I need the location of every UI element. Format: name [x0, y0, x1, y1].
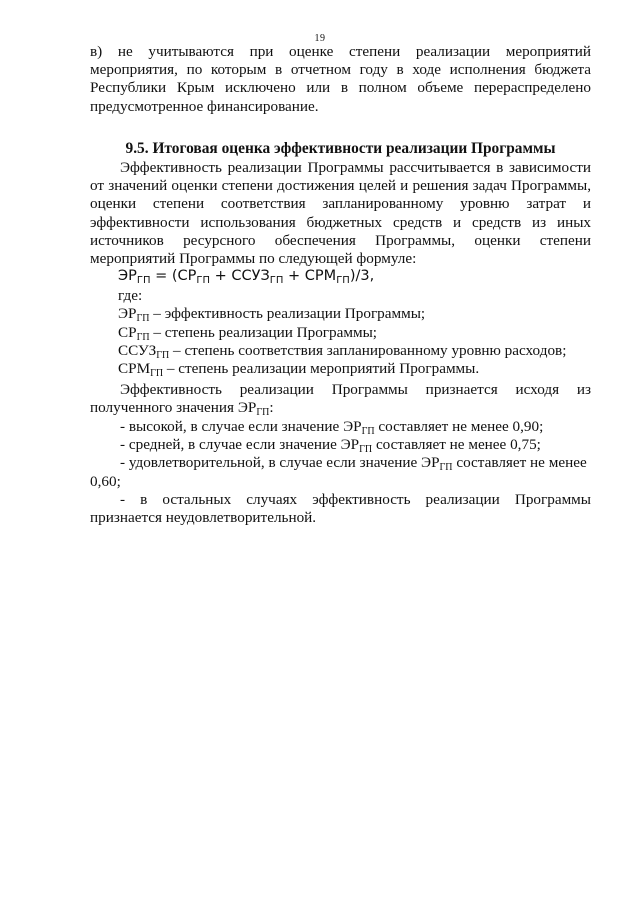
criteria-subscript: ГП: [439, 462, 453, 474]
definition-subscript: ГП: [156, 349, 170, 361]
criteria-list: [90, 418, 591, 491]
text-line: Эффективность реализации Программы признается исходя из: [120, 381, 591, 398]
formula-plus: +: [210, 268, 232, 284]
definition-subscript: ГП: [150, 368, 164, 380]
formula-subscript: ГП: [336, 275, 350, 286]
criteria-text: составляет не менее 0,75;: [372, 436, 541, 454]
text-line: предусмотренное финансирование.: [90, 97, 319, 115]
text-line: от значений оценки степени достижения целей и решения задач Программы,: [90, 177, 591, 195]
text-line: - в остальных случаях эффективность реализации Программы: [120, 491, 591, 508]
formula-eq: = (: [150, 268, 178, 284]
text-line: источников ресурсного обеспечения Программы, оценки степени: [90, 231, 591, 249]
formula-definitions: [118, 287, 566, 378]
text-line: Республики Крым исключено или в полном объеме перераспределено: [90, 79, 591, 97]
definition-subscript: ГП: [136, 331, 150, 343]
definition-symbol: ЭР: [118, 305, 137, 323]
definition-item: [118, 305, 566, 323]
criteria-text: - средней, в случае если значение ЭР: [120, 436, 360, 454]
formula-subscript: ГП: [136, 275, 151, 286]
definition-item: [118, 360, 566, 378]
text-line: оценки степени соответствия запланированному уровню затрат и: [90, 195, 591, 213]
text-line: Эффективность реализации Программы рассчитывается в зависимости: [120, 159, 591, 176]
text-line: в) не учитываются при оценке степени реализации мероприятий: [90, 43, 591, 60]
formula-plus: +: [283, 268, 305, 284]
formula-tail: )/3,: [349, 268, 375, 284]
text-line: признается неудовлетворительной.: [90, 509, 317, 527]
definition-subscript: ГП: [136, 313, 150, 325]
criteria-text: составляет не менее 0,90;: [374, 418, 544, 435]
page-number: 19: [314, 33, 326, 44]
section-heading: 9.5. Итоговая оценка эффективности реализации Программы: [125, 140, 556, 157]
criteria-subscript: ГП: [359, 444, 373, 456]
formula-sr: СР: [177, 268, 197, 284]
criteria-text: - высокой, в случае если значение ЭР: [120, 418, 362, 435]
where-label: где:: [118, 287, 143, 304]
definition-text: – степень реализации Программы;: [149, 323, 378, 341]
formula-er: ЭР: [118, 268, 137, 284]
text-line: мероприятий Программы по следующей формуле:: [90, 249, 417, 267]
intro-paragraph: [90, 43, 591, 116]
paragraph-efficiency-recognition: [90, 381, 591, 417]
definition-symbol: СР: [118, 323, 137, 341]
definition-text: – степень реализации мероприятий Программы.: [163, 360, 480, 378]
criteria-text: составляет не менее: [452, 454, 587, 472]
formula-ssuz: ССУЗ: [231, 268, 270, 284]
criteria-item: [90, 454, 591, 472]
definition-text: – степень соответствия запланированному уровню расходов;: [169, 341, 567, 359]
definition-item: [118, 324, 566, 342]
criteria-item: [90, 418, 591, 436]
text-fragment: полученного значения ЭР: [90, 399, 257, 417]
definition-item: [118, 342, 566, 360]
formula-srm: СРМ: [304, 268, 337, 284]
text-line: мероприятия, по которым в отчетном году в ходе исполнения бюджета: [90, 61, 591, 79]
formula-subscript: ГП: [269, 275, 284, 286]
text-line: [90, 399, 591, 417]
criteria-text: - удовлетворительной, в случае если значение ЭР: [120, 454, 440, 472]
criteria-item-continuation: 0,60;: [90, 472, 121, 490]
criteria-item: [90, 436, 591, 454]
definition-text: – эффективность реализации Программы;: [149, 305, 426, 323]
subscript: ГП: [256, 407, 270, 419]
text-fragment: :: [269, 399, 274, 417]
definition-symbol: ССУЗ: [118, 341, 157, 359]
formula-subscript: ГП: [196, 275, 211, 286]
paragraph-unsatisfactory: [90, 491, 591, 527]
definition-symbol: СРМ: [118, 360, 151, 378]
criteria-subscript: ГП: [361, 426, 375, 437]
paragraph-efficiency-calculation: [90, 159, 591, 268]
efficiency-formula: [118, 268, 374, 284]
text-line: эффективности использования бюджетных средств и средств из иных: [90, 213, 591, 231]
